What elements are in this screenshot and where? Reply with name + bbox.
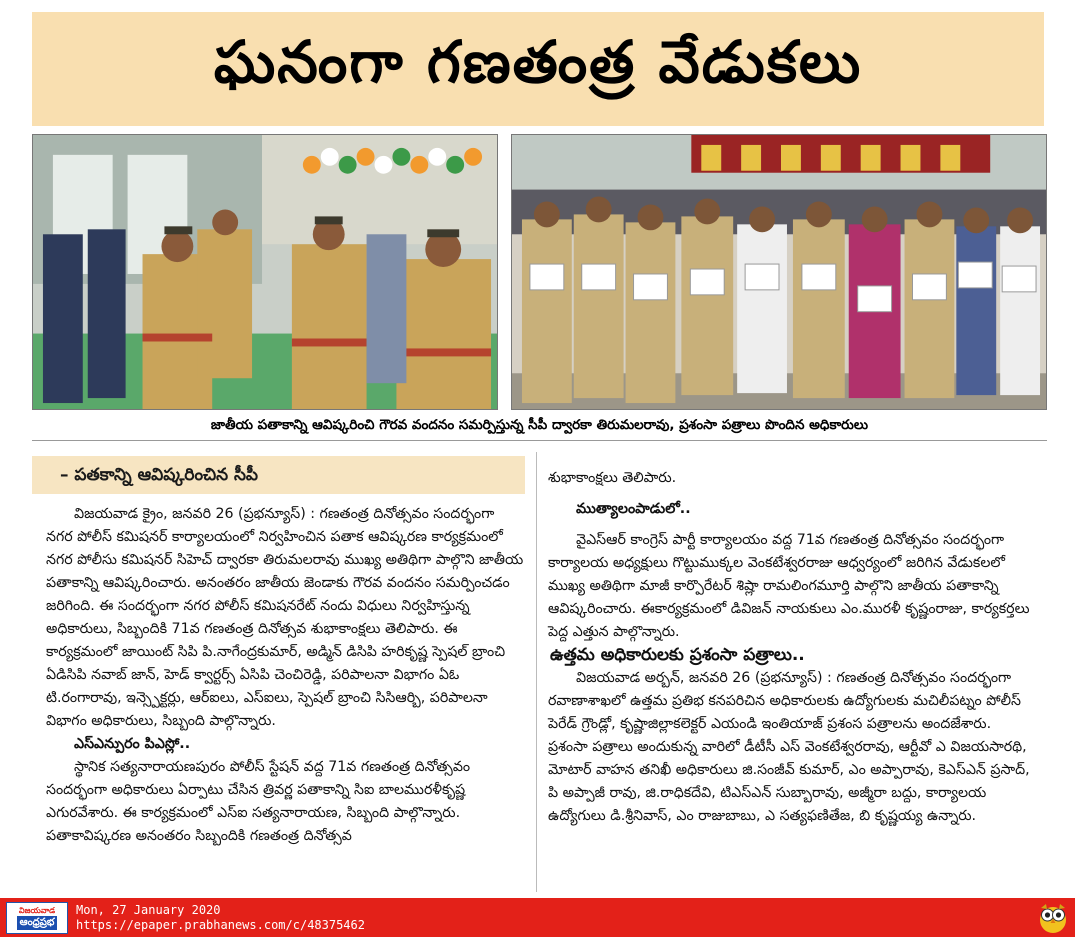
left-paragraph-2: స్థానిక సత్యనారాయణపురం పోలీస్ స్టేషన్ వద్ద 71వ గణతంత్ర దినోత్సవం సందర్భంగా అధికారులు ఏర్పాటు చేసిన త్రివర్ణ పతాకాన్ని సిఐ బాలమురళీకృష్ణ ఎగురవేశారు. ఈ కార్యక్రమంలో ఎస్ఐ సత్యనారాయణ, సిబ్బంది పాల్గొన్నారు. పతాకావిష్కరణ అనంతరం సిబ్బందికి గణతంత్ర దినోత్సవ (46, 759, 471, 844)
right-subheading: ఉత్తమ అధికారులకు ప్రశంసా పత్రాలు.. (550, 645, 805, 665)
footer-date: Mon, 27 January 2020 (76, 902, 221, 917)
logo-title: ఆంధ్రప్రభ (17, 916, 58, 930)
left-paragraph-1: విజయవాడ క్రైం, జనవరి 26 (ప్రభన్యూస్) : గణతంత్ర దినోత్సవం సందర్భంగా నగర పోలీస్ కమిషనర్ కార్యాలయంలో నిర్వహించిన పతాక ఆవిష్కరణ కార్యక్రమంలో నగర పోలీసు కమిషనర్ సిహెచ్ ద్వారకా తిరుమలరావు ముఖ్య అతిథిగా పాల్గొని జాతీయ పతాకాన్ని ఆవిష్కరించారు. అనంతరం జాతీయ జెండాకు గౌరవ వందనం సమర్పించడం జరిగింది. ఈ సందర్భంగా నగర పోలీస్ కమిషనరేట్ నందు విధులు నిర్వహిస్తున్న అధికారులు, సిబ్బందికి 71వ గణతంత్ర దినోత్సవ శుభాకాంక్షలు తెలిపారు. ఈ కార్యక్రమంలో జాయింట్ సిపి పి.నాగేంద్రకుమార్, అడ్మిన్ డిసిపి హరికృష్ణ స్పెషల్ బ్రాంచి ఏడిసిపి నవాబ్ జాన్, హెడ్ క్వార్టర్స్ ఏసిపి చెంచిరెడ్డి, పరిపాలనా విభాగం ఏఓ టి.రంగారావు, ఇన్స్పెక్టర్లు, ఆర్ఐలు, ఎస్ఐలు, స్పెషల్ బ్రాంచి సిసిఆర్బి, పరిపాలనా విభాగం అధికారులు, సిబ్బంది పాల్గొన్నారు. (46, 506, 524, 729)
owl-icon[interactable] (1037, 901, 1069, 934)
left-article-column (46, 503, 524, 848)
right-paragraph-2: విజయవాడ అర్బన్, జనవరి 26 (ప్రభన్యూస్) : గణతంత్ర దినోత్సవం సందర్భంగా రవాణాశాఖలో ఉత్తమ ప్రతిభ కనపరిచిన అధికారులకు ఉద్యోగులకు మచిలీపట్నం పోలీస్ పెరేడ్ గ్రౌండ్లో, కృష్ణాజిల్లాకలెక్టర్ ఎయండి ఇంతియాజ్ ప్రశంస పత్రాలను అందజేశారు. ప్రశంసా పత్రాలు అందుకున్న వారిలో డీటీసీ ఎస్ వెంకటేశ్వరరావు, ఆర్టీవో ఎ విజయసారథి, మోటార్ వాహన తనిఖీ అధికారులు జి.సంజీవ్ కుమార్, ఎం అప్పారావు, కెఎస్ఎన్ ప్రసాద్, పి అప్పాజీ రావు, జి.రాధికదేవి, టిఎస్ఎన్ సుబ్బారావు, అజ్మీరా బద్దు, కార్యాలయ ఉద్యోగులు డి.శ్రీనివాస్, ఎం రాజుబాబు, ఎ సత్యఫణితేజ, బి కృష్ణయ్య ఉన్నారు. (548, 670, 1030, 824)
left-section-heading: ఎస్ఎన్పురం పిఎస్లో.. (74, 736, 191, 752)
headline-banner (32, 12, 1044, 126)
photo-flag-hoisting (32, 134, 498, 410)
caption-divider (32, 440, 1047, 441)
footer-url[interactable]: https://epaper.prabhanews.com/c/48375462 (76, 917, 365, 932)
right-article-column (548, 467, 1030, 828)
newspaper-logo[interactable] (6, 902, 68, 934)
footer-meta (76, 903, 365, 933)
photo-certificate-recipients (511, 134, 1047, 410)
photo-caption: జాతీయ పతాకాన్ని ఆవిష్కరించి గౌరవ వందనం సమర్పిస్తున్న సీపీ ద్వారకా తిరుమలరావు, ప్రశంసా పత్రాలు పొందిన అధికారులు (210, 417, 869, 433)
right-section-heading: ముత్యాలంపాడులో.. (576, 501, 691, 517)
footer-bar (0, 898, 1075, 937)
right-paragraph-1: వైఎస్ఆర్ కాంగ్రెస్ పార్టీ కార్యాలయం వద్ద 71వ గణతంత్ర దినోత్సవం సందర్భంగా కార్యాలయ అధ్యక్షులు గొట్టుముక్కల వెంకటేశ్వరరాజు ఆధ్వర్యంలో జరిగిన వేడుకలలో ముఖ్య అతిథిగా మాజీ కార్పొరేటర్ శిష్లా రామలింగమూర్తి పాల్గొని జాతీయ పతాకాన్ని ఆవిష్కరించారు. ఈకార్యక్రమంలో డివిజన్ నాయకులు ఎం.మురళీ కృష్ణంరాజు, కార్యకర్తలు పెద్ద ఎత్తున పాల్గొన్నారు. (548, 532, 1030, 640)
right-continuation: శుభాకాంక్షలు తెలిపారు. (548, 470, 677, 486)
left-subheading: – పతకాన్ని ఆవిష్కరించిన సీపీ (32, 456, 525, 494)
logo-edition: విజయవాడ (18, 905, 56, 915)
headline: ఘనంగా గణతంత్ర వేడుకలు (213, 27, 863, 96)
column-divider (536, 452, 537, 892)
